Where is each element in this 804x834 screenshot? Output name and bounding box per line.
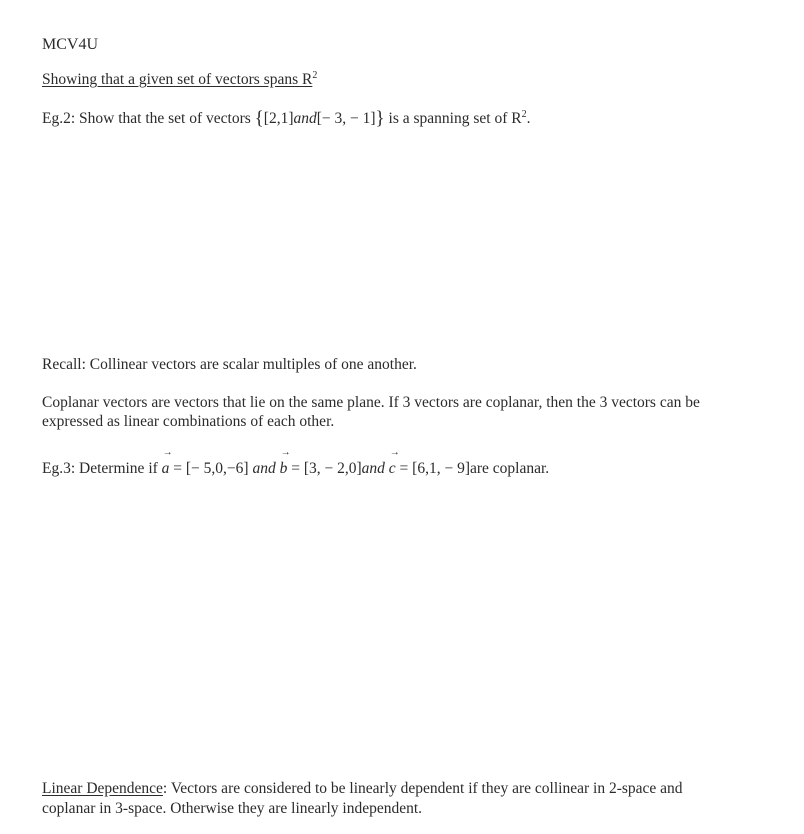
eg2-and: and	[293, 110, 317, 127]
coplanar-definition-line-2: expressed as linear combinations of each other.	[42, 413, 335, 430]
vector-a	[161, 447, 173, 478]
linear-dependence-definition: : Vectors are considered to be linearly dependent if they are collinear in 2-space and	[162, 780, 683, 797]
eg3-and-2: and	[361, 460, 389, 477]
vector-c-value: = [6,1, − 9]	[395, 460, 470, 477]
vector-c-name: c	[388, 460, 396, 477]
eg3-label: Eg.3: Determine if	[42, 460, 162, 477]
eg2-open-set: {	[254, 108, 264, 129]
eg2-vector-1: [2,1]	[263, 110, 294, 127]
vector-b	[279, 447, 291, 478]
section-heading	[42, 70, 317, 89]
course-code: MCV4U	[42, 36, 99, 53]
example-2	[42, 109, 530, 128]
eg2-vector-2: [− 3, − 1]	[316, 110, 376, 127]
eg2-tail: is a spanning set of R	[384, 110, 522, 127]
linear-dependence-line-1	[42, 779, 683, 798]
linear-dependence-term: Linear Dependence	[42, 780, 163, 797]
section-heading-superscript: 2	[312, 70, 318, 81]
vector-a-value: = [− 5,0,−6]	[169, 460, 249, 477]
eg3-and-1: and	[248, 460, 280, 477]
eg3-tail: are coplanar.	[469, 460, 550, 477]
coplanar-definition-line-1: Coplanar vectors are vectors that lie on the same plane. If 3 vectors are coplanar, then the 3 vectors can be	[42, 394, 700, 411]
vector-b-value: = [3, − 2,0]	[287, 460, 362, 477]
eg2-label: Eg.2: Show that the set of vectors	[42, 110, 255, 127]
recall-statement: Recall: Collinear vectors are scalar multiples of one another.	[42, 356, 417, 373]
vector-arrow-icon: →	[162, 447, 173, 458]
eg2-superscript: 2	[521, 109, 527, 120]
example-3	[42, 447, 550, 478]
vector-c	[388, 447, 400, 478]
section-heading-text: Showing that a given set of vectors spans R	[42, 71, 313, 88]
vector-arrow-icon: →	[280, 447, 291, 458]
vector-a-name: a	[161, 460, 170, 477]
eg2-close-set: }	[375, 108, 385, 129]
linear-dependence-line-2: coplanar in 3-space. Otherwise they are linearly independent.	[42, 800, 423, 817]
vector-arrow-icon: →	[389, 447, 400, 458]
eg2-end: .	[526, 110, 531, 127]
vector-b-name: b	[279, 460, 288, 477]
